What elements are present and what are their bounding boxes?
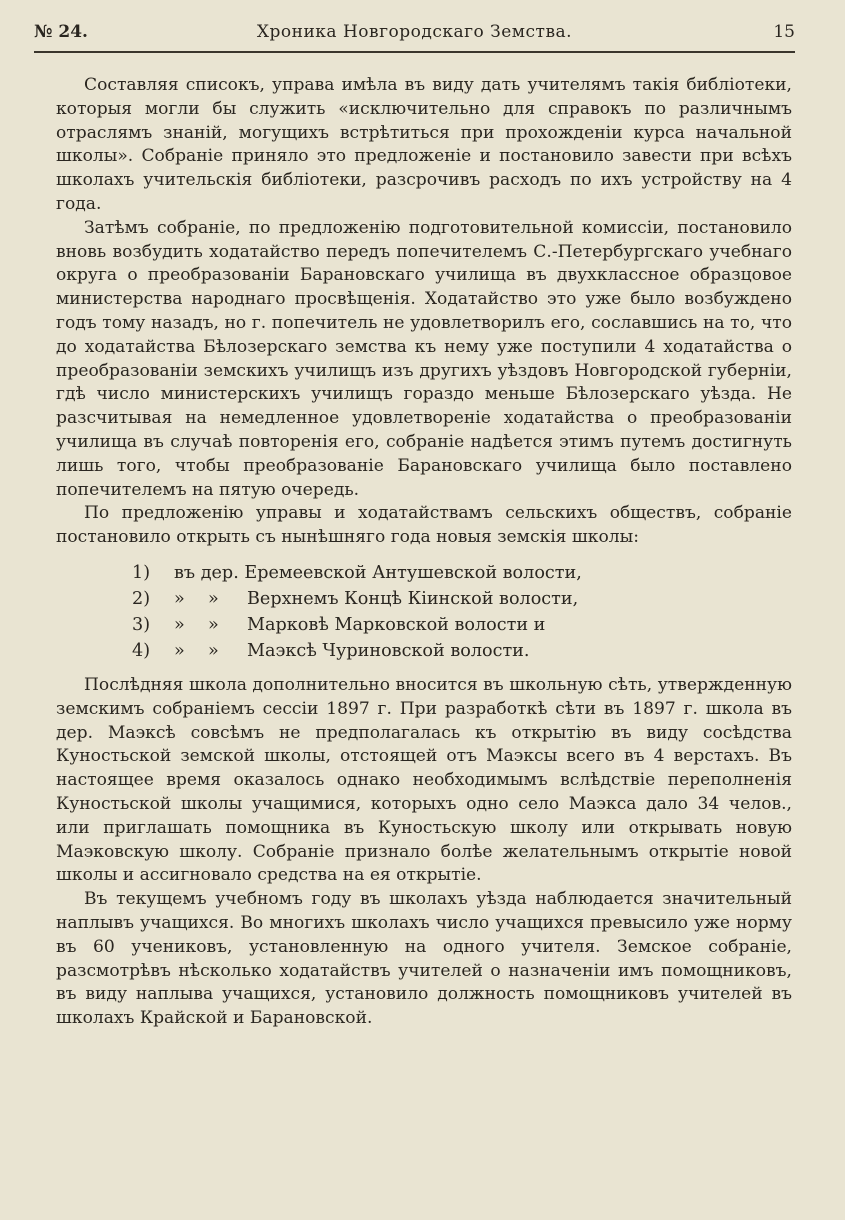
list-number: 2) [132,588,151,609]
paragraph: Послѣдняя школа дополнительно вносится въ школьную сѣть, утвержденную земскимъ собраніемъ сессіи 1897 г. При разработкѣ сѣти въ 1897 г. школа въ дер. Маэксѣ совсѣмъ не предполагалась къ открытію въ виду сосѣдства Куностьской земской школы, отстоящей отъ Маэксы всего въ 4 верстахъ. Въ настоящее время оказалось однако необходимымъ вслѣдствіе переполненія Куностьской школы учащимися, которыхъ одно село Маэкса дало 34 челов., или приглашать помощника въ Куностьскую школу или открывать новую Маэковскую школу. Собраніе признало болѣе желательнымъ открытіе новой школы и ассигновало средства на ея открытіе. [56,674,792,886]
ditto-mark: » [174,588,185,609]
running-header [34,22,795,48]
list-text: Марковѣ Марковской волости и [247,614,546,635]
paragraph: По предложенію управы и ходатайствамъ сельскихъ обществъ, собраніе постановило открыть съ нынѣшняго года новыя земскія школы: [56,503,792,548]
ditto-mark: » [174,640,185,661]
page-number: 15 [773,22,795,42]
ditto-mark: » [174,614,185,635]
list-item [132,612,792,638]
list-text: Верхнемъ Концѣ Кіинской волости, [247,588,579,609]
list-item [132,638,792,664]
list-number: 4) [132,640,151,661]
list-text: Маэксѣ Чуриновской волости. [247,640,530,661]
list-item [132,560,792,586]
ditto-mark: » [208,614,219,635]
list-number: 3) [132,614,151,635]
list-text: въ дер. Еремеевской Антушевской волости, [174,562,582,583]
ditto-mark: » [208,640,219,661]
issue-number: № 24. [34,22,88,42]
schools-list [56,560,792,664]
list-item [132,586,792,612]
body-text [56,74,792,1031]
list-number: 1) [132,562,151,583]
journal-title: Хроника Новгородскаго Земства. [256,22,573,42]
paragraph: Затѣмъ собраніе, по предложенію подготовительной комиссіи, постановило вновь возбудить ходатайство передъ попечителемъ С.-Петербургскаго учебнаго округа о преобразованіи Барановскаго училища въ двухклассное образцовое министерства народнаго просвѣщенія. Ходатайство это уже было возбуждено годъ тому назадъ, но г. попечитель не удовлетворилъ его, сославшись на то, что до ходатайства Бѣлозерскаго земства къ нему уже поступили 4 ходатайства о преобразованіи земскихъ училищъ изъ другихъ уѣздовъ Новгородской губерніи, гдѣ число министерскихъ училищъ гораздо меньше Бѣлозерскаго уѣзда. Не разсчитывая на немедленное удовлетвореніе ходатайства о преобразованіи училища въ случаѣ повторенія его, собраніе надѣется этимъ путемъ достигнуть лишь того, чтобы преобразованіе Барановскаго училища было поставлено попечителемъ на пятую очередь. [56,217,792,500]
paragraph: Въ текущемъ учебномъ году въ школахъ уѣзда наблюдается значительный наплывъ учащихся. Во многихъ школахъ число учащихся превысило уже норму въ 60 учениковъ, установленную на одного учителя. Земское собраніе, разсмотрѣвъ нѣсколько ходатайствъ учителей о назначеніи имъ помощниковъ, въ виду наплыва учащихся, установило должность помощниковъ учителей въ школахъ Крайской и Барановской. [56,889,792,1029]
paragraph: Составляя списокъ, управа имѣла въ виду дать учителямъ такія библіотеки, которыя могли бы служить «исключительно для справокъ по различнымъ отраслямъ знаній, могущихъ встрѣтиться при прохожденіи курса начальной школы». Собраніе приняло это предложеніе и постановило завести при всѣхъ школахъ учительскія библіотеки, разсрочивъ расходъ по ихъ устройству на 4 года. [56,75,792,214]
header-rule [34,51,795,53]
ditto-mark: » [208,588,219,609]
